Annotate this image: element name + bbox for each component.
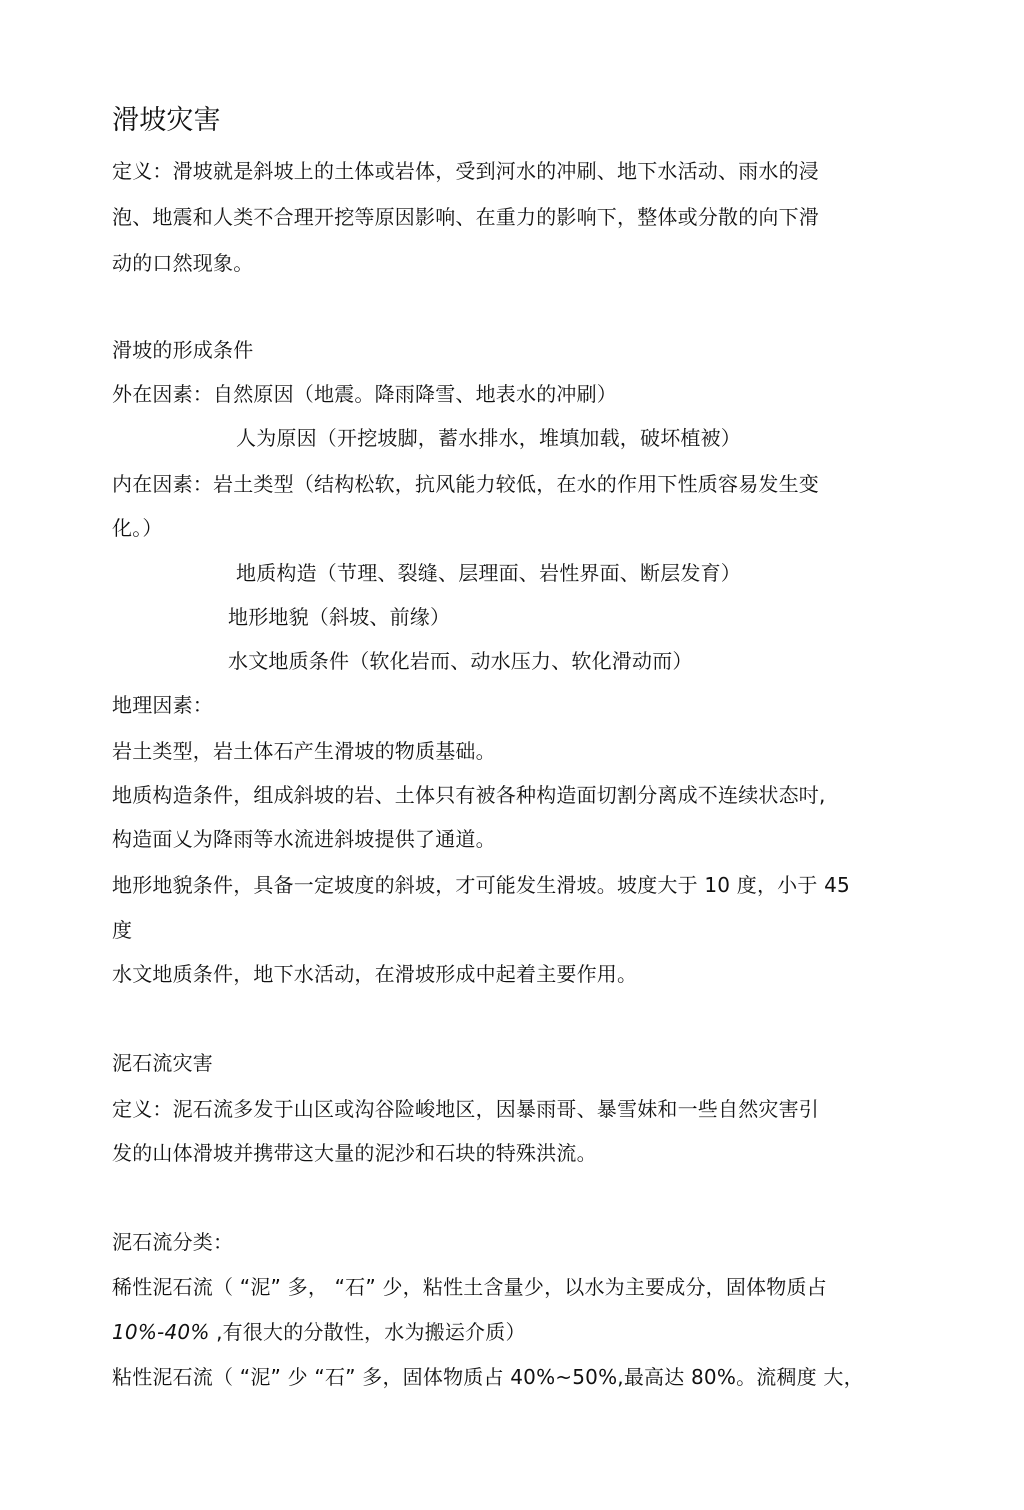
formation-external: 外在因素：自然原因（地震。降雨降雪、地表水的冲刷） [112,382,617,406]
geo-factors-hydro: 水文地质条件，地下水活动，在滑坡形成中起着主要作用。 [112,962,638,986]
formation-geology: 地质构造（节理、裂缝、层理面、岩性界面、断层发育） [236,561,741,585]
formation-internal-line-1: 内在因素：岩土类型（结构松软，抗风能力较低，在水的作用下性质容易发生变 [112,472,819,496]
landslide-definition-line-2: 泡、地震和人类不合理开挖等原因影响、在重力的影响下，整体或分散的向下滑 [112,205,819,229]
formation-terrain: 地形地貌（斜坡、前缘） [228,605,451,629]
formation-human: 人为原因（开挖坡脚，蓄水排水，堆填加载，破坏植被） [236,426,741,450]
classification-thin-line-2-rest: ,有很大的分散性，水为搬运介质） [209,1320,526,1344]
landslide-definition-line-1: 定义：滑坡就是斜坡上的土体或岩体，受到河水的冲刷、地下水活动、雨水的浸 [112,159,819,183]
debris-definition-line-1: 定义：泥石流多发于山区或沟谷险峻地区，因暴雨哥、暴雪妹和一些自然灾害引 [112,1097,819,1121]
geo-factors-structure-line-1: 地质构造条件，组成斜坡的岩、土体只有被各种构造面切割分离成不连续状态吋, [112,783,826,807]
formation-internal-line-2: 化。） [112,516,163,540]
page-title: 滑坡灾害 [112,105,221,136]
solid-ratio-range: 10%-40% [112,1320,210,1344]
geo-factors-terrain-line-2: 度 [112,918,133,942]
classification-heading: 泥石流分类： [112,1230,234,1254]
geo-factors-structure-line-2: 构造面乂为降雨等水流进斜坡提供了通道。 [112,827,496,851]
geo-factors-heading: 地理因素： [112,693,213,717]
geo-factors-rock: 岩土类型，岩土体石产生滑坡的物质基础。 [112,739,496,763]
classification-thin-line-2 [112,1318,526,1346]
debris-definition-line-2: 发的山体滑坡并携带这大量的泥沙和石块的特殊洪流。 [112,1141,597,1165]
classification-thin-line-1: 稀性泥石流（ “泥” 多， “石” 少，粘性土含量少，以水为主要成分，固体物质占 [112,1275,827,1299]
landslide-definition-line-3: 动的口然现象。 [112,251,254,275]
geo-factors-terrain-line-1: 地形地貌条件，具备一定坡度的斜坡，才可能发生滑坡。坡度大于 10 度，小于 45 [112,873,850,897]
formation-hydro: 水文地质条件（软化岩而、动水压力、软化滑动而） [228,649,693,673]
classification-viscous-line-1: 粘性泥石流（ “泥” 少 “石” 多，固体物质占 40%~50%,最高达 80%。流稠度 大， [112,1365,864,1389]
debris-heading: 泥石流灾害 [112,1051,213,1075]
formation-heading: 滑坡的形成条件 [112,338,254,362]
